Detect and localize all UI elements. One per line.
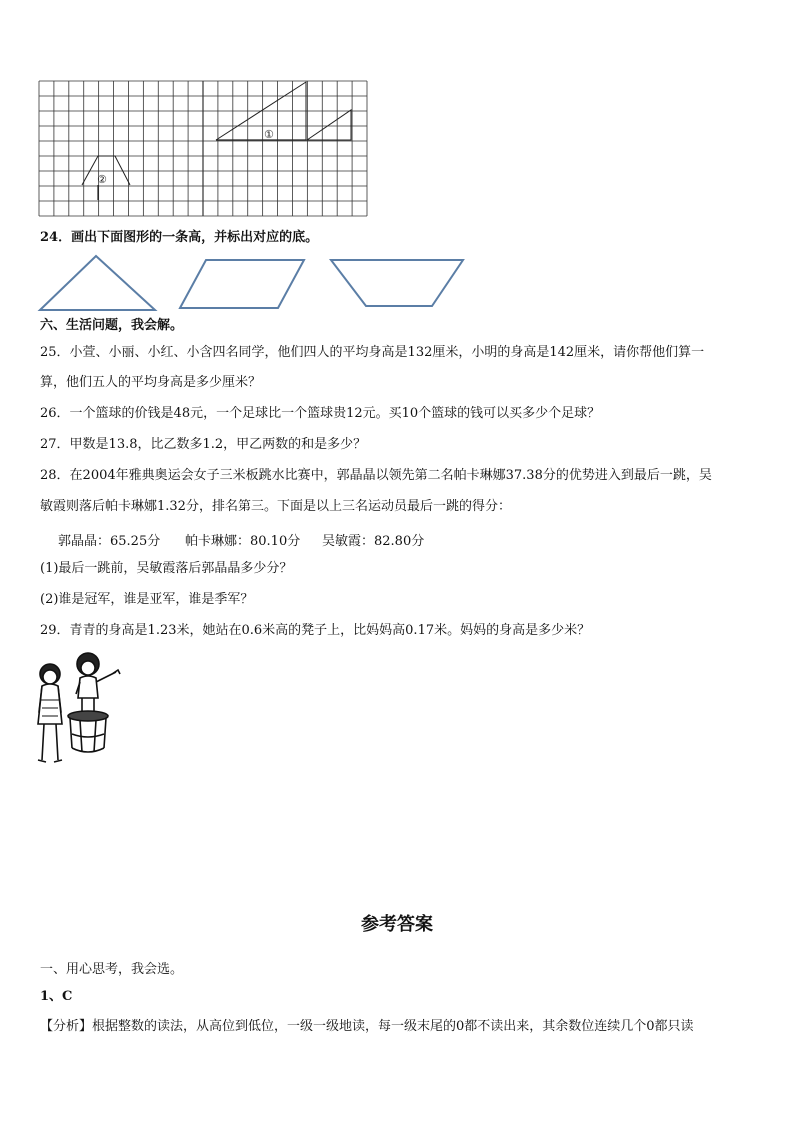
q24-shapes xyxy=(38,254,468,314)
question-29: 29．青青的身高是1.23米，她站在0.6米高的凳子上，比妈妈高0.17米。妈妈的身高是多少米？ xyxy=(40,623,591,638)
question-27: 27．甲数是13.8，比乙数多1.2，甲乙两数的和是多少？ xyxy=(40,437,367,452)
grid-label-1: ① xyxy=(264,128,274,141)
parallelogram-shape xyxy=(180,260,304,308)
grid-figure xyxy=(38,80,368,217)
score-wu: 吴敏霞：82.80分 xyxy=(322,534,425,549)
score-pakalina: 帕卡琳娜：80.10分 xyxy=(185,534,301,549)
answers-title: 参考答案 xyxy=(361,914,433,935)
mother-girl-illustration xyxy=(36,650,128,768)
answer-1-analysis: 【分析】根据整数的读法，从高位到低位，一级一级地读，每一级末尾的0都不读出来，其余数位连续几个0都只读 xyxy=(40,1019,694,1034)
score-guo: 郭晶晶：65.25分 xyxy=(58,534,161,549)
trapezoid-shape xyxy=(331,260,463,306)
grid-label-2: ② xyxy=(97,173,107,186)
grid-shape-1-small xyxy=(307,110,351,140)
question-25-line-2: 算，他们五人的平均身高是多少厘米？ xyxy=(40,375,262,390)
question-26: 26．一个篮球的价钱是48元，一个足球比一个篮球贵12元。买10个篮球的钱可以买多少个足球？ xyxy=(40,406,601,421)
question-24: 24．画出下面图形的一条高，并标出对应的底。 xyxy=(40,230,319,245)
question-28-line-2: 敏霞则落后帕卡琳娜1.32分，排名第三。下面是以上三名运动员最后一跳的得分： xyxy=(40,499,511,514)
question-28-sub-2: (2)谁是冠军，谁是亚军，谁是季军？ xyxy=(40,592,254,607)
triangle-shape xyxy=(40,256,155,310)
question-28-line-1: 28．在2004年雅典奥运会女子三米板跳水比赛中，郭晶晶以领先第二名帕卡琳娜37.38分的优势进入到最后一跳，吴 xyxy=(40,468,712,483)
question-25-line-1: 25．小萱、小丽、小红、小含四名同学，他们四人的平均身高是132厘米，小明的身高是142厘米，请你帮他们算一 xyxy=(40,345,705,360)
section-6-heading: 六、生活问题，我会解。 xyxy=(40,318,184,333)
answer-1: 1、C xyxy=(40,989,73,1004)
answers-section-1: 一、用心思考，我会选。 xyxy=(40,962,184,977)
question-28-sub-1: (1)最后一跳前，吴敏霞落后郭晶晶多少分？ xyxy=(40,561,293,576)
